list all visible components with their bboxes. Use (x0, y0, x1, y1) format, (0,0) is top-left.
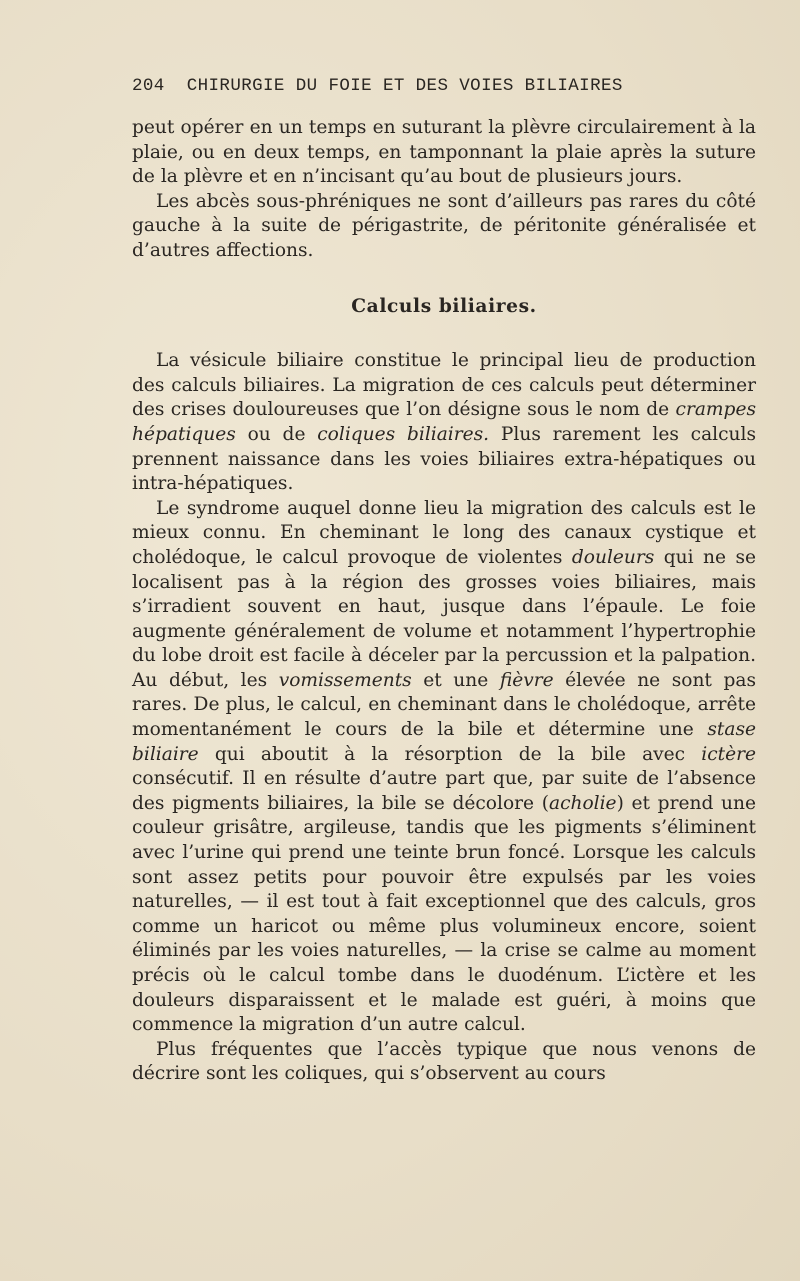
text-run: qui aboutit à la résorption de la bile avec (198, 743, 702, 765)
text-run: La vésicule biliaire constitue le principal lieu de production des calculs biliaires. La migration de ces calculs peut déterminer des crises douloureuses que l’on désigne sous le nom de (132, 350, 756, 421)
italic-term: douleurs (571, 546, 655, 568)
text-run: élevée ne sont pas rares. De plus, le calcul, en cheminant dans le cholédoque, arrête momentanément le cours de la bile et détermine une (132, 669, 756, 741)
paragraph-3 (132, 349, 756, 497)
paragraph-1: peut opérer en un temps en suturant la plèvre circulairement à la plaie, ou en deux temps, en tamponnant la plaie après la suture de la plèvre et en n’incisant qu’au bout de plusieurs jours. (132, 117, 756, 188)
italic-term: ictère (701, 743, 756, 765)
text-run: ou de (235, 423, 318, 445)
paragraph-2: Les abcès sous-phréniques ne sont d’ailleurs pas rares du côté gauche à la suite de périgastrite, de péritonite généralisée et d’autres affections. (132, 190, 756, 261)
italic-term: stase biliaire (132, 719, 756, 765)
italic-term: coliques biliaires. (317, 423, 490, 445)
body-text (132, 116, 756, 1087)
italic-term: acholie (548, 792, 617, 814)
paragraph-4 (132, 497, 756, 1038)
running-title: CHIRURGIE DU FOIE ET DES VOIES BILIAIRES (186, 76, 623, 96)
running-header (132, 76, 752, 96)
text-run: qui ne se localisent pas à la région des grosses voies biliaires, mais s’irradient souvent en haut, jusque dans l’épaule. Le foie augmente généralement de volume et notamment l’hypertrophie du lobe droit est facile à déceler par la percussion et la palpation. Au début, les (132, 546, 756, 691)
text-run: consécutif. Il en résulte d’autre part que, par suite de l’absence des pigments biliaires, la bile se décolore ( (132, 768, 756, 814)
page-number: 204 (132, 76, 165, 96)
text-run: ) et prend une couleur grisâtre, argileuse, tandis que les pigments s’éliminent avec l’urine qui prend une teinte brun foncé. Lorsque les calculs sont assez petits pour pouvoir être expulsés par les voies naturelles, — il est tout à fait exceptionnel que des calculs, gros comme un haricot ou même plus volumineux encore, soient éliminés par les voies naturelles, — la crise se calme au moment précis où le calcul tombe dans le duodénum. L’ictère et les douleurs disparaissent et le malade est guéri, à moins que commence la migration d’un autre calcul. (132, 792, 756, 1036)
text-run: Plus rarement les calculs prennent naissance dans les voies biliaires extra-hépatiques ou intra-hépatiques. (132, 423, 756, 495)
paragraph-5: Plus fréquentes que l’accès typique que nous venons de décrire sont les coliques, qui s’observent au cours (132, 1038, 756, 1085)
text-run: Le syndrome auquel donne lieu la migration des calculs est le mieux connu. En cheminant le long des canaux cystique et cholédoque, le calcul provoque de violentes (132, 497, 756, 568)
section-heading: Calculs biliaires. (351, 295, 537, 317)
text-run: et une (411, 669, 500, 691)
italic-term: vomissements (278, 669, 412, 691)
italic-term: crampes hépatiques (132, 399, 756, 445)
italic-term: fièvre (499, 669, 554, 691)
